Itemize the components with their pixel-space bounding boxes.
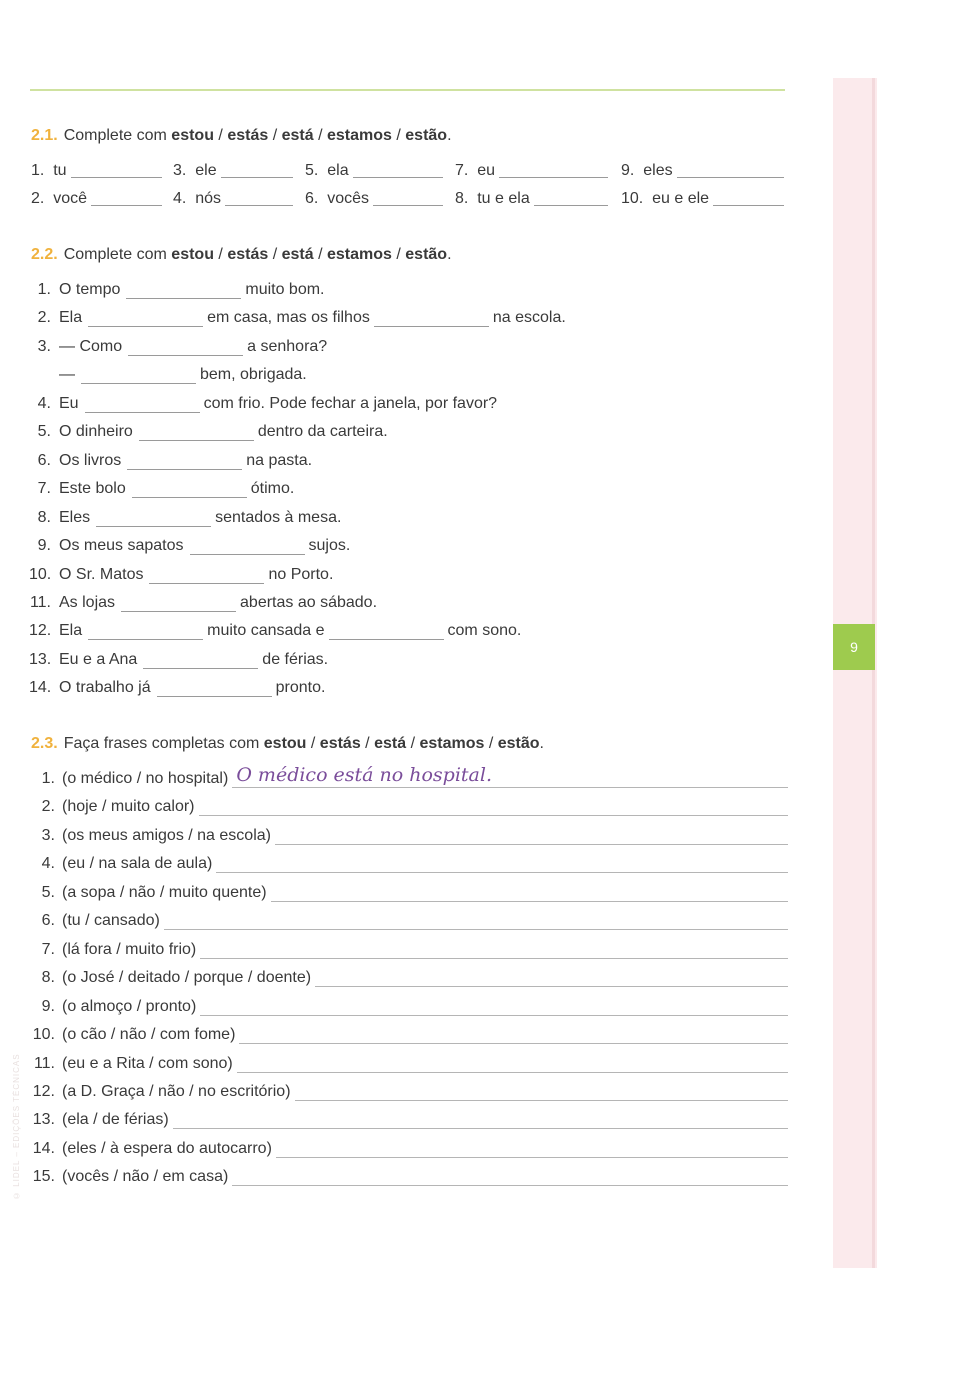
answer-blank[interactable] bbox=[143, 668, 258, 669]
sentence-middle: sujos. bbox=[308, 537, 351, 554]
sentence-middle: abertas ao sábado. bbox=[240, 594, 378, 611]
prompt: (lá fora / muito frio) bbox=[62, 941, 197, 958]
sentence-start: O trabalho já bbox=[59, 679, 151, 696]
prompt: (o almoço / pronto) bbox=[62, 998, 197, 1015]
sentence-start: As lojas bbox=[59, 594, 116, 611]
answer-line[interactable] bbox=[216, 872, 788, 873]
sentence-middle: na pasta. bbox=[246, 452, 313, 469]
sentence-start: Eu bbox=[59, 395, 79, 412]
item-number: 7. bbox=[41, 941, 55, 958]
item-number: 6. bbox=[37, 452, 51, 469]
side-margin-strip bbox=[833, 78, 877, 1268]
top-rule bbox=[30, 89, 785, 91]
item-number: 11. bbox=[33, 1055, 55, 1072]
item-number: 1. bbox=[37, 281, 51, 298]
sentence-middle: dentro da carteira. bbox=[257, 423, 388, 440]
sentence-middle: pronto. bbox=[275, 679, 326, 696]
side-credit: © LIDEL – EDIÇÕES TÉCNICAS bbox=[12, 1053, 21, 1200]
prompt: (vocês / não / em casa) bbox=[62, 1168, 229, 1185]
item-label: 7. eu bbox=[455, 162, 496, 179]
answer-blank[interactable] bbox=[139, 440, 254, 441]
side-margin-edge bbox=[872, 78, 875, 1268]
item-number: 6. bbox=[41, 912, 55, 929]
sentence-middle: muito bom. bbox=[245, 281, 325, 298]
answer-line[interactable] bbox=[173, 1128, 788, 1129]
item-label: 3. ele bbox=[173, 162, 217, 179]
item-number: 3. bbox=[41, 827, 55, 844]
prompt: (eu e a Rita / com sono) bbox=[62, 1055, 233, 1072]
answer-blank[interactable] bbox=[88, 639, 203, 640]
sentence-middle: ótimo. bbox=[250, 480, 295, 497]
item-number: 3. bbox=[37, 338, 51, 355]
answer-blank[interactable] bbox=[88, 326, 203, 327]
answer-line[interactable] bbox=[232, 1185, 788, 1186]
answer-blank[interactable] bbox=[190, 554, 305, 555]
answer-line[interactable] bbox=[239, 1043, 788, 1044]
item-label: 6. vocês bbox=[305, 190, 370, 207]
answer-line[interactable] bbox=[200, 1015, 788, 1016]
item-number: 11. bbox=[29, 594, 51, 611]
answer-blank[interactable] bbox=[221, 177, 293, 178]
sentence-start: — bbox=[59, 366, 75, 383]
answer-blank[interactable] bbox=[96, 526, 211, 527]
answer-blank[interactable] bbox=[157, 696, 272, 697]
exercise-number: 2.1. bbox=[31, 127, 58, 144]
sentence-middle: em casa, mas os filhos bbox=[207, 309, 370, 326]
answer-blank[interactable] bbox=[353, 177, 443, 178]
answer-blank[interactable] bbox=[677, 177, 784, 178]
answer-blank[interactable] bbox=[329, 639, 444, 640]
item-label: 8. tu e ela bbox=[455, 190, 530, 207]
sentence-middle: bem, obrigada. bbox=[200, 366, 307, 383]
answer-blank[interactable] bbox=[713, 205, 784, 206]
sentence-start: Os meus sapatos bbox=[59, 537, 184, 554]
sentence-start: O Sr. Matos bbox=[59, 566, 144, 583]
sentence-start: — Como bbox=[59, 338, 123, 355]
sentence-start: Eu e a Ana bbox=[59, 651, 138, 668]
item-number: 9. bbox=[41, 998, 55, 1015]
item-number: 14. bbox=[29, 679, 52, 696]
item-number: 4. bbox=[41, 855, 55, 872]
item-number: 12. bbox=[29, 622, 52, 639]
prompt: (hoje / muito calor) bbox=[62, 798, 195, 815]
item-label: 2. você bbox=[31, 190, 88, 207]
answer-blank[interactable] bbox=[85, 412, 200, 413]
exercise-2-2-title: 2.2. Complete com estou / estás / está / estamos / estão. bbox=[31, 246, 452, 263]
answer-blank[interactable] bbox=[132, 497, 247, 498]
item-label: 4. nós bbox=[173, 190, 222, 207]
sentence-end: na escola. bbox=[492, 309, 566, 326]
item-number: 1. bbox=[41, 770, 55, 787]
item-number: 8. bbox=[41, 969, 55, 986]
item-number: 9. bbox=[37, 537, 51, 554]
answer-blank[interactable] bbox=[225, 205, 293, 206]
answer-blank[interactable] bbox=[149, 583, 264, 584]
answer-blank[interactable] bbox=[128, 355, 243, 356]
answer-blank[interactable] bbox=[127, 469, 242, 470]
answer-blank[interactable] bbox=[534, 205, 608, 206]
answer-line[interactable] bbox=[276, 1157, 788, 1158]
sentence-start: Eles bbox=[59, 509, 91, 526]
item-number: 13. bbox=[29, 651, 52, 668]
answer-line[interactable] bbox=[200, 958, 788, 959]
page-number-tab: 9 bbox=[833, 624, 875, 670]
item-number: 5. bbox=[41, 884, 55, 901]
answer-line[interactable] bbox=[275, 844, 788, 845]
item-label: 5. ela bbox=[305, 162, 349, 179]
item-number: 4. bbox=[37, 395, 51, 412]
item-label: 1. tu bbox=[31, 162, 67, 179]
prompt: (a sopa / não / muito quente) bbox=[62, 884, 267, 901]
answer-line[interactable] bbox=[315, 986, 788, 987]
answer-line[interactable] bbox=[164, 929, 788, 930]
prompt: (eles / à espera do autocarro) bbox=[62, 1140, 272, 1157]
sentence-middle: a senhora? bbox=[247, 338, 328, 355]
prompt: (eu / na sala de aula) bbox=[62, 855, 213, 872]
item-number: 10. bbox=[29, 566, 52, 583]
prompt: (o médico / no hospital) bbox=[62, 770, 229, 787]
item-number: 10. bbox=[32, 1026, 55, 1043]
item-number: 12. bbox=[32, 1083, 55, 1100]
sentence-middle: muito cansada e bbox=[207, 622, 325, 639]
item-number: 2. bbox=[37, 309, 51, 326]
answer-blank[interactable] bbox=[71, 177, 162, 178]
answer-blank[interactable] bbox=[499, 177, 608, 178]
answer-blank[interactable] bbox=[373, 205, 443, 206]
item-label: 9. eles bbox=[621, 162, 673, 179]
exercise-number: 2.2. bbox=[31, 246, 58, 263]
answer-blank[interactable] bbox=[374, 326, 489, 327]
sentence-middle: com frio. Pode fechar a janela, por favor? bbox=[203, 395, 498, 412]
exercise-2-1-title: 2.1. Complete com estou / estás / está / estamos / estão. bbox=[31, 127, 452, 144]
sentence-start: O tempo bbox=[59, 281, 121, 298]
prompt: (a D. Graça / não / no escritório) bbox=[62, 1083, 291, 1100]
sentence-middle: de férias. bbox=[262, 651, 329, 668]
sentence-start: Este bolo bbox=[59, 480, 126, 497]
sentence-middle: sentados à mesa. bbox=[215, 509, 342, 526]
item-number: 8. bbox=[37, 509, 51, 526]
sentence-start: O dinheiro bbox=[59, 423, 133, 440]
item-number: 14. bbox=[32, 1140, 55, 1157]
item-number: 7. bbox=[37, 480, 51, 497]
sentence-middle: no Porto. bbox=[268, 566, 334, 583]
answer-line[interactable] bbox=[271, 901, 788, 902]
answer-line[interactable] bbox=[232, 787, 788, 788]
answer-blank[interactable] bbox=[126, 298, 241, 299]
answer-line[interactable] bbox=[199, 815, 789, 816]
handwritten-answer: O médico está no hospital. bbox=[236, 764, 493, 786]
answer-blank[interactable] bbox=[121, 611, 236, 612]
answer-blank[interactable] bbox=[91, 205, 162, 206]
sentence-start: Ela bbox=[59, 309, 83, 326]
answer-line[interactable] bbox=[237, 1072, 788, 1073]
sentence-start: Ela bbox=[59, 622, 83, 639]
prompt: (ela / de férias) bbox=[62, 1111, 169, 1128]
prompt: (os meus amigos / na escola) bbox=[62, 827, 271, 844]
exercise-number: 2.3. bbox=[31, 735, 58, 752]
item-number: 13. bbox=[32, 1111, 55, 1128]
item-label: 10. eu e ele bbox=[621, 190, 710, 207]
item-number: 15. bbox=[32, 1168, 55, 1185]
prompt: (o José / deitado / porque / doente) bbox=[62, 969, 312, 986]
exercise-2-3-title: 2.3. Faça frases completas com estou / estás / está / estamos / estão. bbox=[31, 735, 544, 752]
item-number: 2. bbox=[41, 798, 55, 815]
sentence-start: Os livros bbox=[59, 452, 122, 469]
item-number: 5. bbox=[37, 423, 51, 440]
answer-blank[interactable] bbox=[81, 383, 196, 384]
sentence-end: com sono. bbox=[447, 622, 522, 639]
prompt: (tu / cansado) bbox=[62, 912, 160, 929]
prompt: (o cão / não / com fome) bbox=[62, 1026, 236, 1043]
answer-line[interactable] bbox=[295, 1100, 788, 1101]
